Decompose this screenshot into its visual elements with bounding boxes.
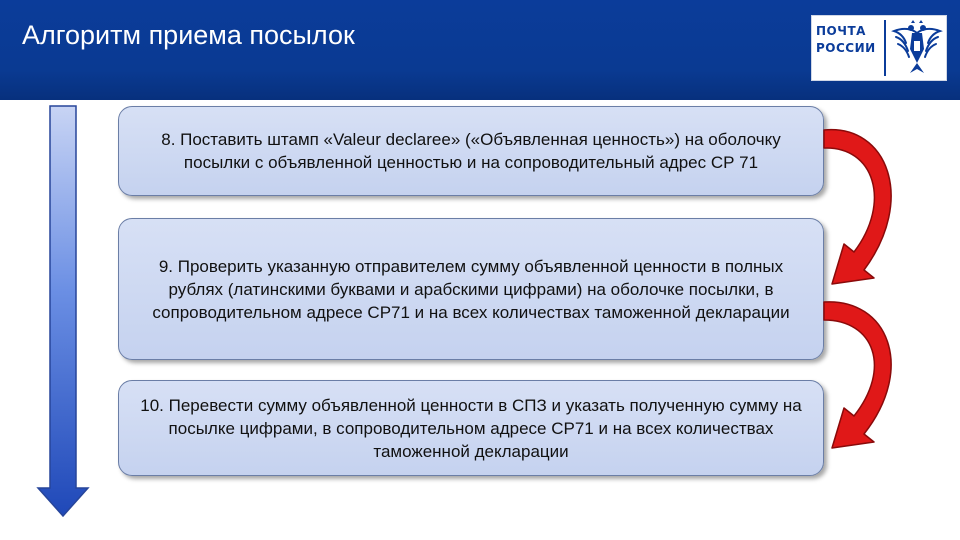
logo-line-2: РОССИИ xyxy=(816,41,876,55)
step-10-text: 10. Перевести сумму объявленной ценности в СПЗ и указать полученную сумму на посылке цифрами, в сопроводительном адресе СР71 и на всех количествах таможенной декларации xyxy=(140,395,802,461)
eagle-emblem-icon xyxy=(890,19,944,77)
step-8-text: 8. Поставить штамп «Valeur declaree» («Объявленная ценность») на оболочку посылки с объявленной ценностью и на сопроводительный адрес СР 71 xyxy=(161,130,781,172)
step-9-text: 9. Проверить указанную отправителем сумму объявленной ценности в полных рублях (латинскими буквами и арабскими цифрами) на оболочке посылки, в сопроводительном адресе СР71 и на всех количествах таможенной декларации xyxy=(152,256,790,322)
slide-title: Алгоритм приема посылок xyxy=(22,20,355,50)
step-8-box xyxy=(118,106,824,196)
logo-wordmark xyxy=(816,23,878,57)
curved-arrow-icon-8-to-9 xyxy=(818,120,910,292)
slide-header xyxy=(0,0,960,100)
logo-divider xyxy=(884,20,886,76)
step-9-box xyxy=(118,218,824,360)
logo-line-1: ПОЧТА xyxy=(816,24,866,38)
timeline-down-arrow xyxy=(36,104,92,518)
step-10-box xyxy=(118,380,824,476)
russian-post-logo xyxy=(811,15,947,81)
curved-arrow-icon-9-to-10 xyxy=(824,302,891,448)
